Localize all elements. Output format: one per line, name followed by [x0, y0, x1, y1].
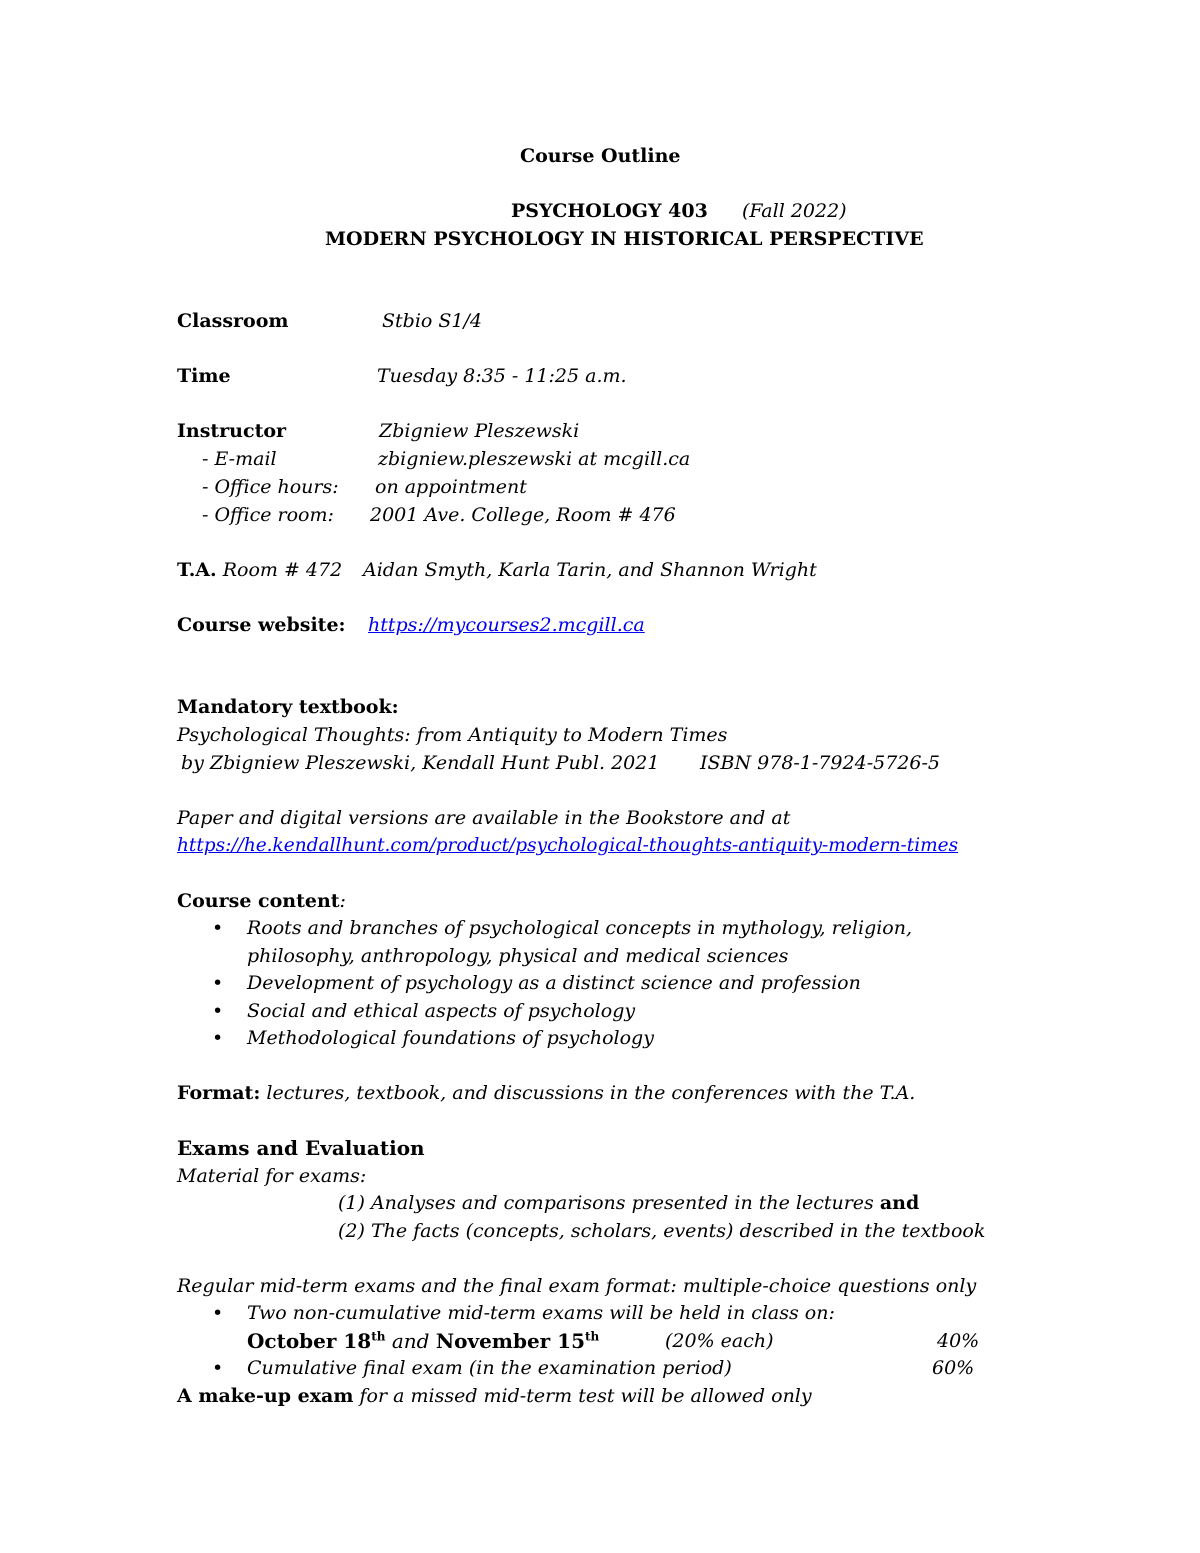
exams-material-label: Material for exams:	[177, 1165, 367, 1187]
bullet-icon: •	[212, 1357, 224, 1379]
ta-line	[177, 556, 342, 584]
exams-material-1-and: and	[879, 1192, 920, 1214]
time-value: Tuesday 8:35 - 11:25 a.m.	[377, 365, 627, 387]
exams-date-2-sup: th	[585, 1329, 600, 1344]
website-link[interactable]: https://mycourses2.mcgill.ca	[368, 614, 645, 636]
textbook-link[interactable]: https://he.kendallhunt.com/product/psychological-thoughts-antiquity-modern-times	[177, 835, 959, 856]
content-heading: Course content	[177, 890, 340, 912]
course-name: MODERN PSYCHOLOGY IN HISTORICAL PERSPECTIVE	[325, 228, 924, 250]
exams-final-line: Cumulative final exam (in the examination period)	[247, 1357, 732, 1379]
website-label: Course website:	[177, 614, 346, 636]
content-heading-line	[177, 887, 346, 915]
exams-dates-line	[247, 1327, 599, 1355]
bullet-icon: •	[212, 972, 224, 994]
email-value: zbigniew.pleszewski at mcgill.ca	[378, 448, 691, 470]
ta-label: T.A.	[177, 559, 217, 581]
bullet-icon: •	[212, 1000, 224, 1022]
format-line	[177, 1079, 915, 1107]
exams-makeup-rest: for a missed mid-term test will be allowed only	[359, 1385, 812, 1407]
exams-makeup-line	[177, 1382, 812, 1410]
course-code: PSYCHOLOGY 403	[511, 200, 708, 222]
exams-makeup-bold: A make-up exam	[177, 1385, 354, 1407]
exams-material-2: (2) The facts (concepts, scholars, events) described in the textbook	[338, 1220, 986, 1242]
exams-midterm-each: (20% each)	[665, 1330, 774, 1352]
office-room-value: 2001 Ave. College, Room # 476	[370, 504, 676, 526]
course-term: (Fall 2022)	[742, 200, 847, 222]
bullet-icon: •	[212, 917, 224, 939]
content-item: philosophy, anthropology, physical and medical sciences	[247, 945, 789, 967]
ta-names: Aidan Smyth, Karla Tarin, and Shannon Wright	[363, 559, 817, 581]
office-room-label: - Office room:	[202, 504, 334, 526]
classroom-value: Stbio S1/4	[382, 310, 482, 332]
instructor-label: Instructor	[177, 420, 287, 442]
content-item: Methodological foundations of psychology	[247, 1027, 654, 1049]
exams-midterm-line: Two non-cumulative mid-term exams will be held in class on:	[247, 1302, 835, 1324]
office-hours-label: - Office hours:	[202, 476, 339, 498]
format-text: lectures, textbook, and discussions in the conferences with the T.A.	[266, 1082, 916, 1104]
content-item: Development of psychology as a distinct science and profession	[247, 972, 861, 994]
exams-format-line: Regular mid-term exams and the final exam format: multiple-choice questions only	[177, 1275, 977, 1297]
instructor-value: Zbigniew Pleszewski	[379, 420, 580, 442]
exams-heading: Exams and Evaluation	[177, 1136, 425, 1160]
textbook-title: Psychological Thoughts: from Antiquity to Modern Times	[177, 724, 728, 746]
bullet-icon: •	[212, 1027, 224, 1049]
classroom-label: Classroom	[177, 310, 289, 332]
page-title: Course Outline	[520, 145, 681, 167]
content-item: Social and ethical aspects of psychology	[247, 1000, 636, 1022]
exams-midterm-percent: 40%	[937, 1330, 980, 1352]
textbook-isbn: ISBN 978-1-7924-5726-5	[700, 752, 940, 774]
email-label: - E-mail	[202, 448, 277, 470]
content-heading-colon: :	[339, 890, 346, 912]
format-label: Format:	[177, 1082, 261, 1104]
ta-room: Room # 472	[222, 559, 343, 581]
exams-date-and: and	[391, 1329, 430, 1353]
exams-material-1: (1) Analyses and comparisons presented in the lectures	[338, 1192, 874, 1214]
textbook-byline: by Zbigniew Pleszewski, Kendall Hunt Publ. 2021	[181, 752, 660, 774]
bullet-icon: •	[212, 1302, 224, 1324]
textbook-heading: Mandatory textbook:	[177, 696, 399, 718]
textbook-availability: Paper and digital versions are available in the Bookstore and at	[177, 807, 791, 829]
time-label: Time	[177, 365, 231, 387]
office-hours-value: on appointment	[375, 476, 527, 498]
exams-final-percent: 60%	[932, 1357, 975, 1379]
content-item: Roots and branches of psychological concepts in mythology, religion,	[247, 917, 913, 939]
exams-date-2: November 15	[435, 1329, 585, 1353]
exams-date-1-sup: th	[371, 1329, 386, 1344]
exams-material-1-line	[338, 1189, 919, 1217]
exams-date-1: October 18	[247, 1329, 372, 1353]
